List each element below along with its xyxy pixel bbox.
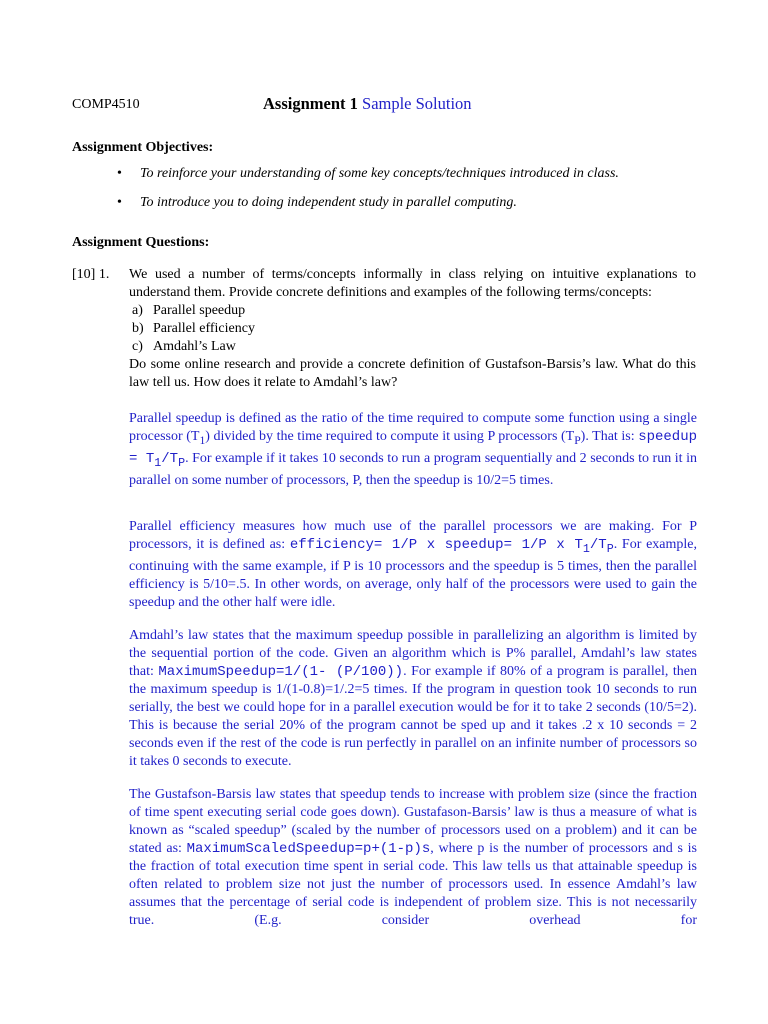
title-main: Assignment 1 [263, 94, 363, 113]
question-subitems [132, 302, 696, 356]
efficiency-formula: efficiency= 1/P x speedup= 1/P x $T_1/T_P$ [289, 537, 614, 556]
questions-heading: Assignment Questions: [72, 235, 210, 250]
objective-text: To introduce you to doing independent study in parallel computing. [140, 195, 517, 210]
bullet-icon: • [117, 166, 122, 181]
gustafson-formula: MaximumScaledSpeedup=p+(1-p)s [186, 841, 431, 857]
answer-speedup: Parallel speedup is defined as the ratio of the time required to compute some function using a single processor $(T_1)$ divided by the time required to compute it using P processors $(T_P)$. That is: speedup = $T_1/T_P$. For example if it takes 10 seconds to run a program sequentially and 2 seconds to run it in parallel on some number of processors, P, then the speedup is 10/2=5 times. [129, 411, 697, 488]
objective-item [117, 164, 717, 183]
question-marks: [10] 1. [72, 267, 110, 282]
answer-gustafson: The Gustafson-Barsis law states that speedup tends to increase with problem size (since the fraction of time spent executing serial code goes down). Gustafason-Barsis’ law is thus a measure of what is known as “scaled speedup” (scaled by the number of processors used on a problem) and it can be stated as: MaximumScaledSpeedup=p+(1-p)s, where p is the number of processors and s is the fraction of total execution time spent in serial code. This law tells us that attainable speedup is often related to problem size not just the number of processors used. In essence Amdahl’s law assumes that the percentage of serial code is independent of problem size. This is not necessarily true. (E.g. consider overhead for [129, 787, 697, 928]
question-intro: We used a number of terms/concepts informally in class relying on intuitive explanations to understand them. Provide concrete definitions and examples of the following terms/concepts: [129, 267, 696, 300]
bullet-icon: • [117, 195, 122, 210]
subitem: a) Parallel speedup [132, 303, 246, 318]
question-followup: Do some online research and provide a concrete definition of Gustafson-Barsis’s law. What do this law tell us. How does it relate to Amdahl’s law? [129, 357, 696, 390]
objectives-list [117, 164, 717, 222]
question-body [129, 266, 696, 392]
subitem: c) Amdahl’s Law [132, 339, 236, 354]
answer-amdahl: Amdahl’s law states that the maximum speedup possible in parallelizing an algorithm is limited by the sequential portion of the code. Given an algorithm which is P% parallel, Amdahl’s law states that: MaximumSpeedup=1/(1- (P/100)). For example if 80% of a program is parallel, then the maximum speedup is 1/(1-0.8)=1/.2=5 times. If the program in question took 10 seconds to run serially, the best we could hope for in a parallel execution would be for it to take 2 seconds (10/5=2). This is because the serial 20% of the program cannot be sped up and it takes .2 x 10 seconds = 2 seconds even if the rest of the code is run perfectly in parallel on an infinite number of processors so it takes 0 seconds to execute. [129, 628, 697, 769]
speedup-formula: speedup = $T_1/T_P$ [129, 429, 697, 470]
objectives-heading: Assignment Objectives: [72, 140, 214, 155]
document-title [263, 94, 472, 114]
objective-item [117, 193, 717, 212]
title-solution: Sample Solution [362, 94, 472, 113]
objective-text: To reinforce your understanding of some key concepts/techniques introduced in class. [140, 166, 619, 181]
answer-efficiency: Parallel efficiency measures how much use of the parallel processors we are making. For P processors, it is defined as: efficiency= 1/P x speedup= 1/P x $T_1/T_P$. For example, continuing with the same example, if P is 10 processors and the speedup is 5 times, then the parallel efficiency is 5/10=.5. In other words, on average, only half of the processors were used to gain the speedup and the other half were idle. [129, 519, 698, 610]
course-code: COMP4510 [72, 97, 140, 112]
amdahl-formula: MaximumSpeedup=1/(1- (P/100)) [158, 664, 404, 680]
question-1 [72, 266, 696, 392]
document-header [72, 94, 696, 116]
subitem: b) Parallel efficiency [132, 321, 255, 336]
